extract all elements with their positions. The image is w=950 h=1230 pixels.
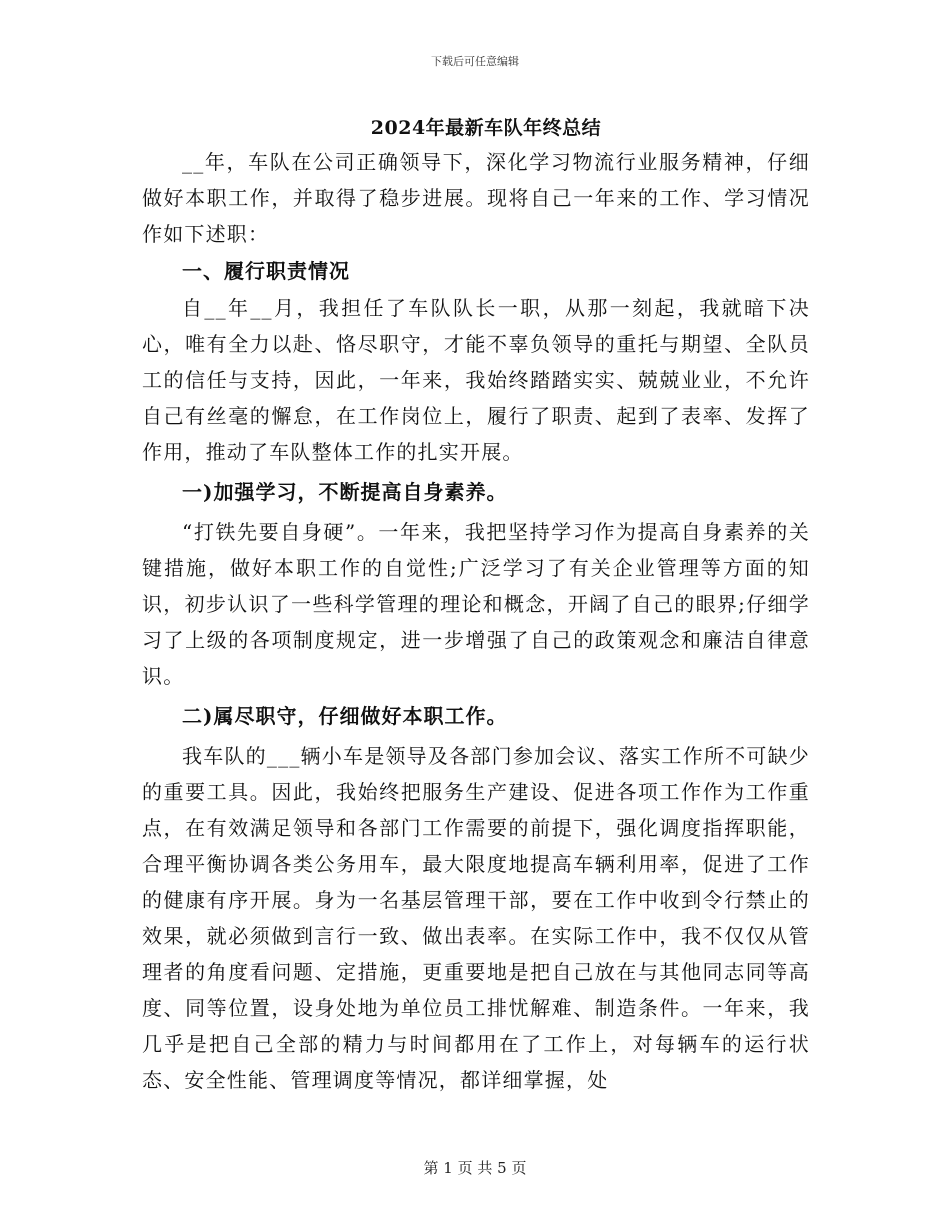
subsection-paragraph-work: 我车队的___辆小车是领导及各部门参加会议、落实工作所不可缺少的重要工具。因此，我始终把服务生产建设、促进各项工作作为工作重点，在有效满足领导和各部门工作需要的前提下，强化调度指挥职能，合理平衡协调各类公务用车，最大限度地提高车辆利用率，促进了工作的健康有序开展。身为一名基层管理干部，要在工作中收到令行禁止的效果，就必须做到言行一致、做出表率。在实际工作中，我不仅仅从管理者的角度看问题、定措施，更重要地是把自己放在与其他同志同等高度、同等位置，设身处地为单位员工排忧解难、制造条件。一年来，我几乎是把自己全部的精力与时间都用在了工作上，对每辆车的运行状态、安全性能、管理调度等情况，都详细掌握，处 [142,744,810,1092]
intro-paragraph: __年，车队在公司正确领导下，深化学习物流行业服务精神，仔细做好本职工作，并取得了稳步进展。现将自己一年来的工作、学习情况作如下述职： [142,150,810,246]
section-heading-duties: 一、履行职责情况 [182,259,350,283]
document-title: 2024年最新车队年终总结 [370,117,602,139]
section-paragraph-duties: 自__年__月，我担任了车队队长一职，从那一刻起，我就暗下决心，唯有全力以赴、恪尽职守，才能不辜负领导的重托与期望、全队员工的信任与支持，因此，一年来，我始终踏踏实实、兢兢业业，不允许自己有丝毫的懈怠，在工作岗位上，履行了职责、起到了表率、发挥了作用，推动了车队整体工作的扎实开展。 [142,296,810,464]
page-number-footer: 第 1 页 共 5 页 [423,1159,527,1177]
subsection-heading-study: 一)加强学习，不断提高自身素养。 [182,480,508,504]
subsection-paragraph-study: “打铁先要自身硬”。一年来，我把坚持学习作为提高自身素养的关键措施，做好本职工作的自觉性;广泛学习了有关企业管理等方面的知识，初步认识了一些科学管理的理论和概念，开阔了自己的眼界;仔细学习了上级的各项制度规定，进一步增强了自己的政策观念和廉洁自律意识。 [142,520,810,688]
header-note: 下载后可任意编辑 [431,55,519,68]
subsection-heading-work: 二)属尽职守，仔细做好本职工作。 [182,704,508,728]
document-body [142,112,810,1098]
